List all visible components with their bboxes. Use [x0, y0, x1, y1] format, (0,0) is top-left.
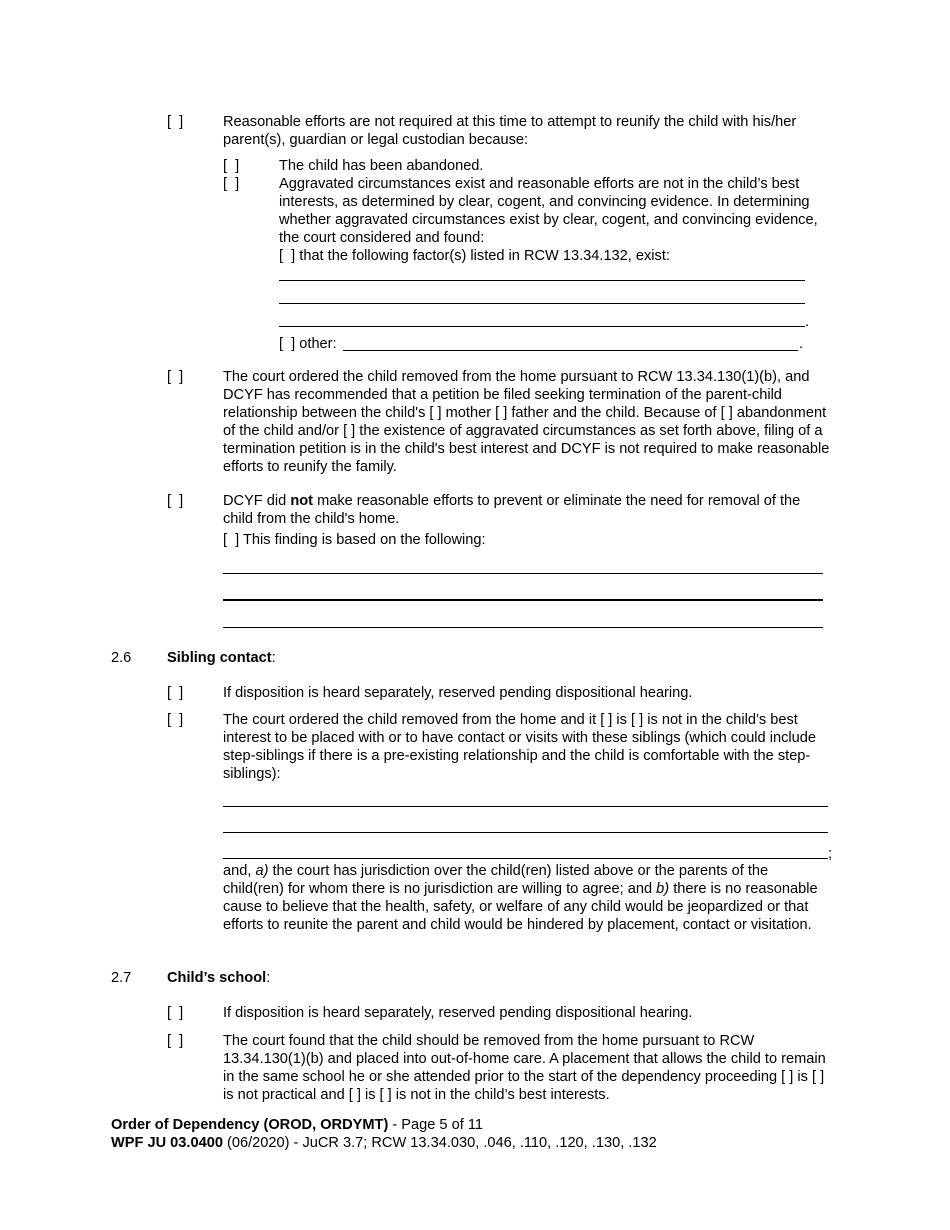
paragraph-dcyf-not-reasonable-efforts: DCYF did not make reasonable efforts to prevent or eliminate the need for removal of the child from the child's home.	[223, 493, 801, 527]
sub-item-aggravated-circumstances: Aggravated circumstances exist and reasonable efforts are not in the child’s best interests, as determined by clear, cogent, and convincing evidence. In determining whether aggravated circumstances exist by clear, cogent, and convincing evidence, the court considered and found:	[279, 176, 818, 246]
section-number: 2.6	[111, 650, 132, 666]
semicolon: ;	[828, 846, 833, 862]
item-reserved-pending: If disposition is heard separately, reserved pending dispositional hearing.	[223, 685, 693, 701]
blank-line[interactable]	[223, 627, 823, 628]
blank-line[interactable]	[279, 280, 805, 281]
item-reserved-pending: If disposition is heard separately, reserved pending dispositional hearing.	[223, 1005, 693, 1021]
checkbox[interactable]: [ ]	[223, 176, 240, 192]
blank-line[interactable]	[223, 599, 823, 601]
checkbox[interactable]: [ ]	[167, 369, 184, 385]
item-school-placement: The court found that the child should be removed from the home pursuant to RCW 13.34.130(1)(b) and placed into out-of-home care. A placement that allows the child to remain in the same school he or she attended prior to the start of the dependency proceeding [ ] is [ ] is not practical and [ ] is [ ] is not in the child’s best interests.	[223, 1033, 826, 1103]
blank-line[interactable]	[279, 303, 805, 304]
item-sibling-placement: The court ordered the child removed from the home and it [ ] is [ ] is not in the child’s best interest to be placed with or to have contact or visits with these siblings (which could include step-siblings if there is a pre-existing relationship and the child is comfortable with the step-siblings):	[223, 712, 816, 782]
footer-form-info: WPF JU 03.0400 (06/2020) - JuCR 3.7; RCW 13.34.030, .046, .110, .120, .130, .132	[111, 1135, 657, 1151]
paragraph-termination-petition: The court ordered the child removed from the home pursuant to RCW 13.34.130(1)(b), and DCYF has recommended that a petition be filed seeking termination of the parent-child relationship between the child's [ ] mother [ ] father and the child. Because of [ ] abandonment of the child and/or [ ] the existence of aggravated circumstances as set forth above, filing of a termination petition is in the child's best interest and DCYF is not required to make reasonable efforts to reunify the family.	[223, 369, 830, 475]
checkbox[interactable]: [ ]	[167, 712, 184, 728]
blank-line[interactable]	[223, 832, 828, 833]
blank-line[interactable]	[223, 858, 828, 859]
other-checkbox-line[interactable]: [ ] other:	[279, 336, 337, 352]
checkbox[interactable]: [ ]	[167, 1033, 184, 1049]
checkbox[interactable]: [ ]	[223, 158, 240, 174]
checkbox[interactable]: [ ]	[167, 493, 184, 509]
checkbox[interactable]: [ ]	[167, 1005, 184, 1021]
section-heading-sibling-contact: Sibling contact:	[167, 650, 276, 666]
finding-checkbox-line[interactable]: [ ] This finding is based on the following:	[223, 532, 486, 548]
blank-line[interactable]	[223, 573, 823, 574]
checkbox[interactable]: [ ]	[167, 114, 184, 130]
paragraph-reasonable-efforts-not-required: Reasonable efforts are not required at this time to attempt to reunify the child with his/her parent(s), guardian or legal custodian because:	[223, 114, 797, 148]
other-blank-line[interactable]	[343, 350, 798, 351]
blank-line[interactable]	[279, 326, 805, 327]
footer-title: Order of Dependency (OROD, ORDYMT) - Page 5 of 11	[111, 1117, 483, 1133]
section-heading-childs-school: Child’s school:	[167, 970, 271, 986]
section-number: 2.7	[111, 970, 132, 986]
sub-item-abandoned: The child has been abandoned.	[279, 158, 484, 174]
factor-checkbox-line[interactable]: [ ] that the following factor(s) listed in RCW 13.34.132, exist:	[279, 248, 670, 264]
paragraph-jurisdiction: and, a) the court has jurisdiction over the child(ren) listed above or the parents of the child(ren) for whom there is no jurisdiction are willing to agree; and b) there is no reasonable cause to believe that the health, safety, or welfare of any child would be jeopardized or that efforts to reunite the parent and child would be hindered by placement, contact or visitation.	[223, 863, 818, 933]
blank-line[interactable]	[223, 806, 828, 807]
checkbox[interactable]: [ ]	[167, 685, 184, 701]
